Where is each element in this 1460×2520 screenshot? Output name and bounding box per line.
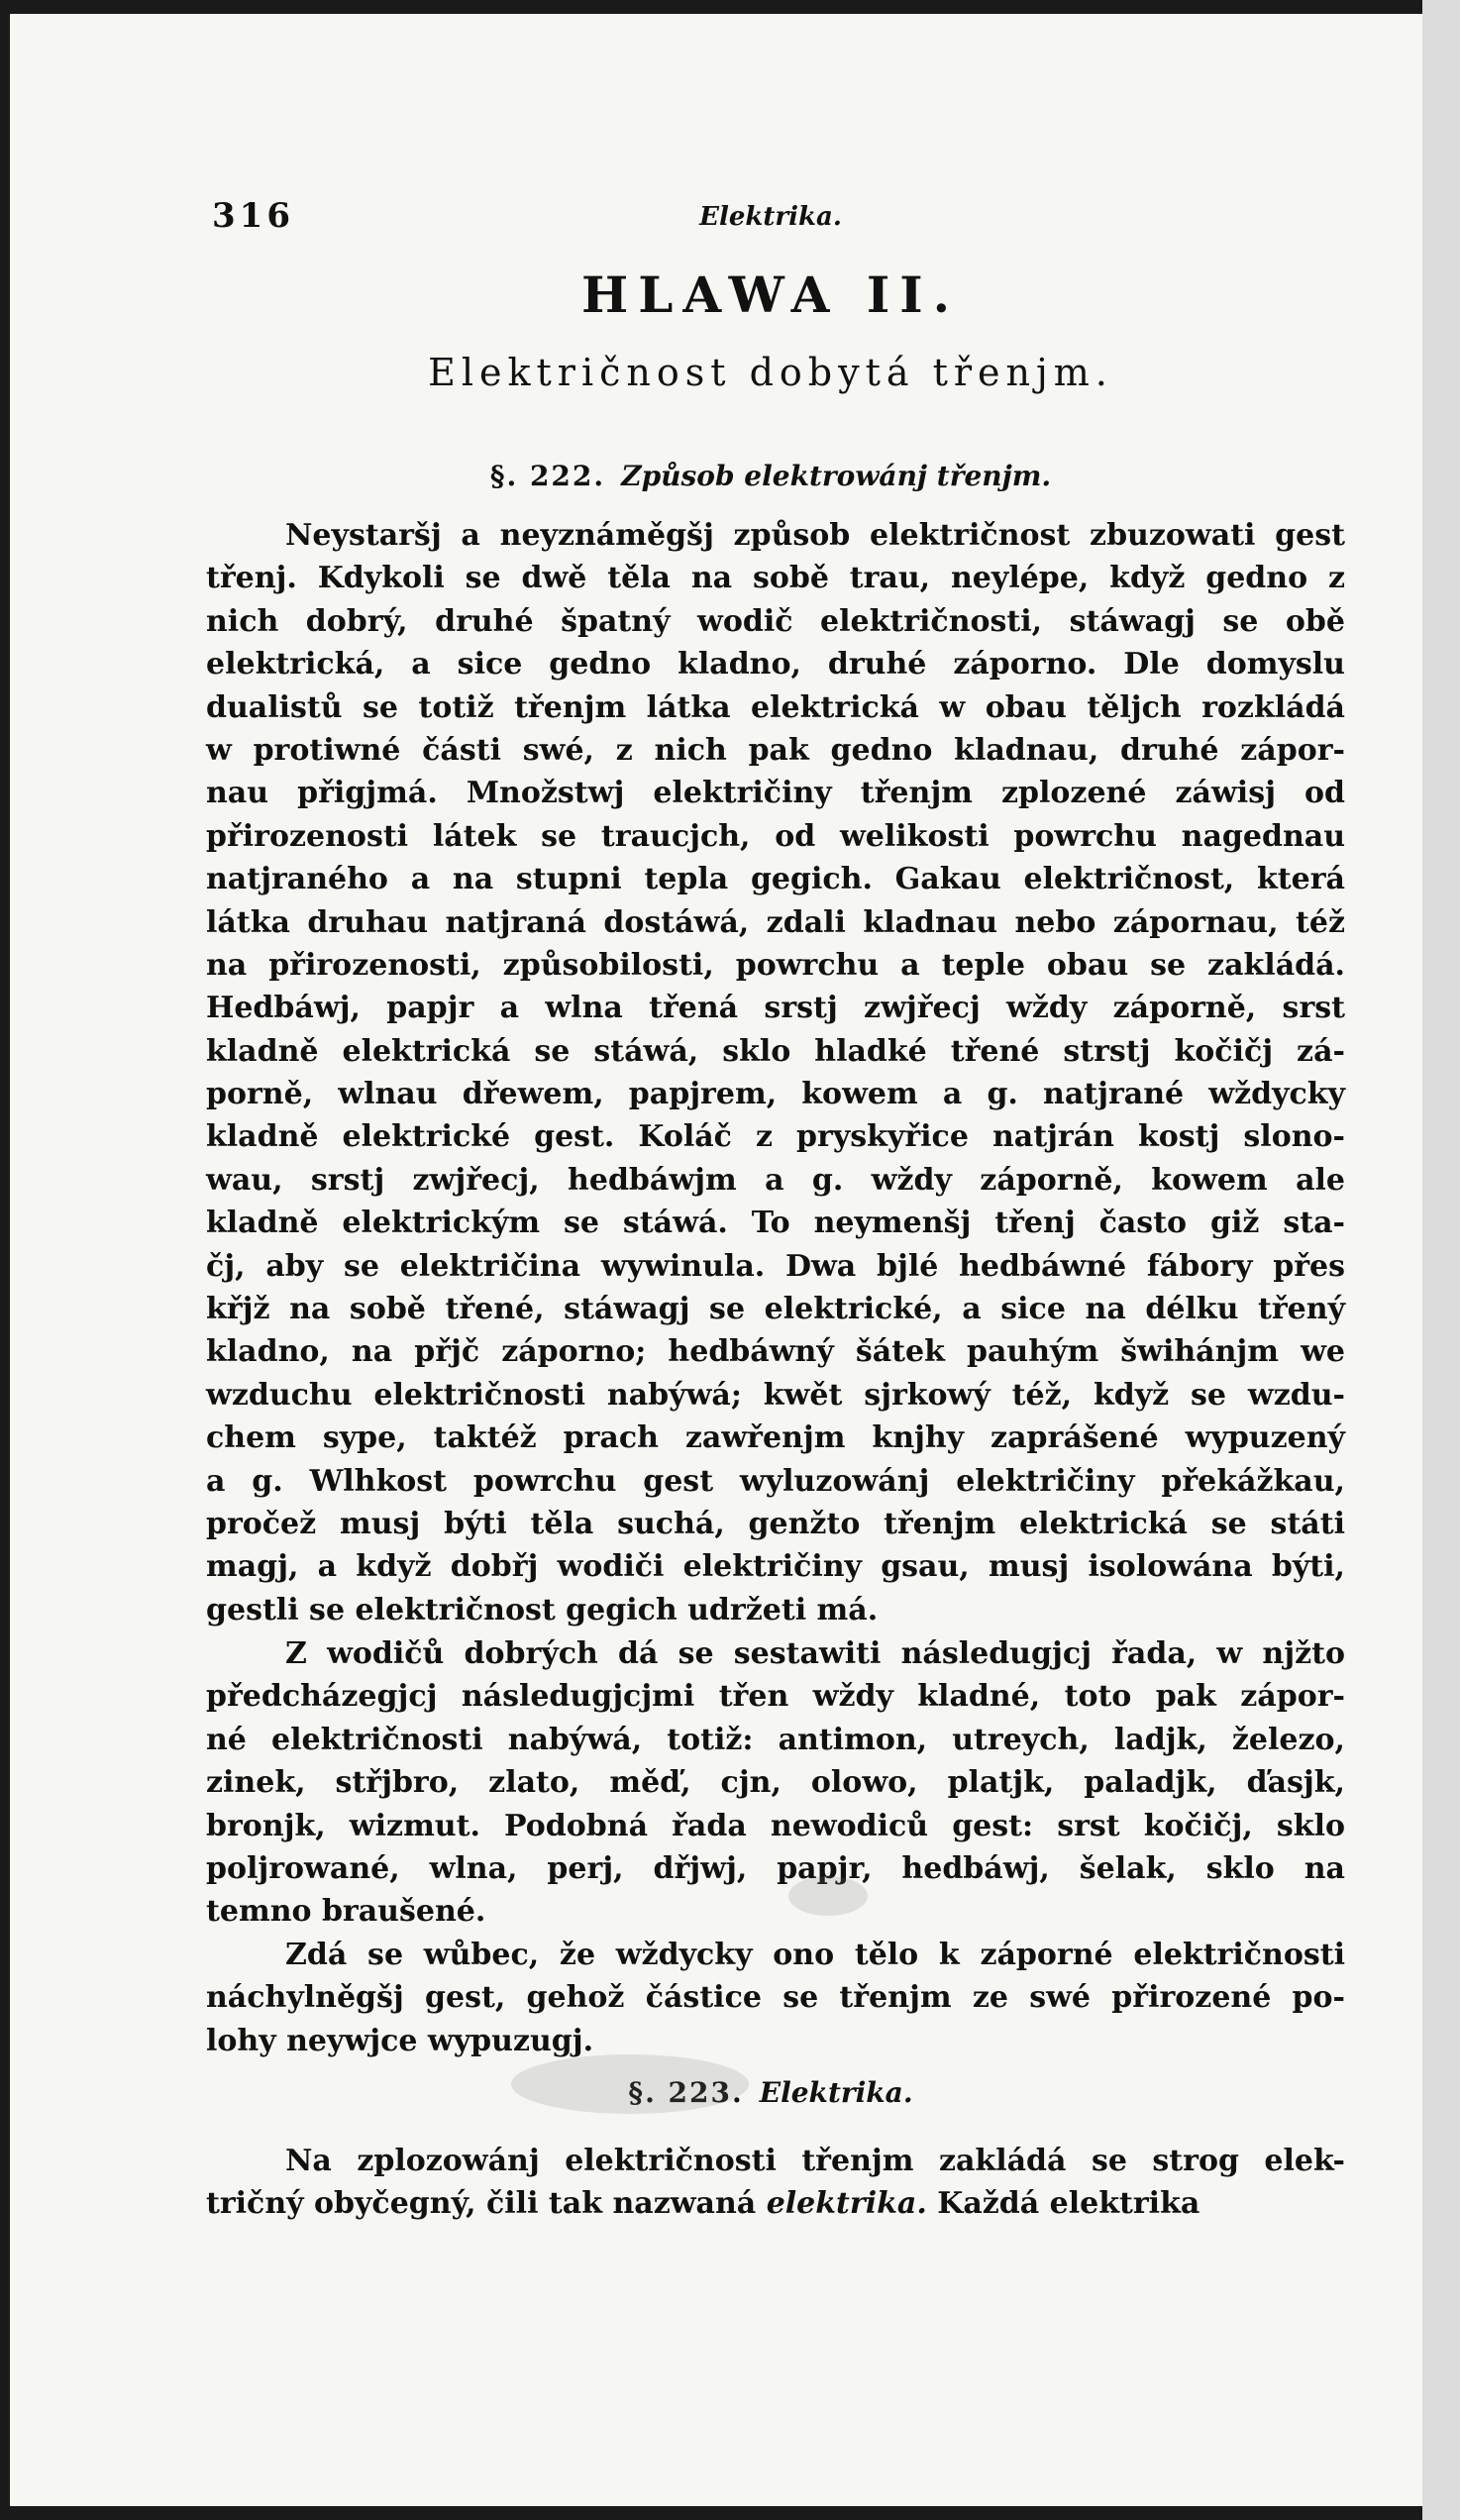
paragraph-3	[206, 1934, 1345, 2062]
text-line: předcházegjcj následugjcjmi třen wždy kladné, toto pak zápor-	[206, 1679, 1345, 1715]
text-line: Zdá se wůbec, že wždycky ono tělo k záporné električnosti	[285, 1938, 1345, 1972]
text-line: dualistů se totiž třenjm látka elektrická w obau těljch rozkládá	[206, 689, 1345, 725]
text-line: pročež musj býti těla suchá, genžto třenjm elektrická se státi	[206, 1506, 1345, 1541]
running-head	[194, 196, 1347, 236]
section-number: §. 223.	[628, 2076, 744, 2109]
text-line: Na zplozowánj električnosti třenjm zakládá se strog elek-	[285, 2144, 1345, 2178]
text-line: kladně elektrická se stáwá, sklo hladké třené strstj kočičj zá-	[206, 1033, 1345, 1069]
page-number: 316	[212, 196, 294, 236]
text-line: nau přigjmá. Množstwj električiny třenjm zplozené záwisj od	[206, 776, 1345, 811]
running-title: Elektrika.	[699, 202, 842, 232]
text-line: a g. Wlhkost powrchu gest wyluzowánj električiny překážkau,	[206, 1463, 1345, 1499]
text-line: křjž na sobě třené, stáwagj se elektrické, a sice na délku třený	[206, 1292, 1345, 1327]
text-line: chem sype, taktéž prach zawřenjm knjhy zaprášené wypuzený	[206, 1420, 1345, 1456]
text-line: bronjk, wizmut. Podobná řada newodiců gest: srst kočičj, sklo	[206, 1808, 1345, 1843]
paragraph-1	[206, 514, 1345, 1631]
text-line: kladno, na přjč záporno; hedbáwný šátek pauhým šwihánjm we	[206, 1334, 1345, 1370]
text-line: látka druhau natjraná dostáwá, zdali kladnau nebo zápornau, též	[206, 904, 1345, 940]
section-title: Elektrika.	[759, 2076, 913, 2109]
text-line: poljrowané, wlna, perj, dřjwj, papjr, hedbáwj, šelak, sklo na	[206, 1850, 1345, 1886]
text-line: temno braušené.	[206, 1894, 486, 1930]
section-title: Způsob elektrowánj třenjm.	[621, 460, 1052, 492]
text-line: natjraného a na stupni tepla gegich. Gakau električnost, která	[206, 862, 1345, 897]
text-line: elektrická, a sice gedno kladno, druhé záporno. Dle domyslu	[206, 647, 1345, 682]
book-page	[10, 14, 1422, 2506]
text-line: třenj. Kdykoli se dwě těla na sobě trau, neylépe, když gedno z	[206, 561, 1345, 596]
section-heading-222	[194, 460, 1347, 492]
paragraph-2	[206, 1632, 1345, 1934]
text-line	[206, 2182, 1345, 2225]
section-number: §. 222.	[489, 460, 606, 492]
section-heading-223	[194, 2076, 1347, 2109]
text-line: náchylněgšj gest, gehož částice se třenjm ze swé přirozené po-	[206, 1980, 1345, 2016]
text-line: gestli se električnost gegich udržeti má.	[206, 1592, 879, 1628]
chapter-heading: HLAWA II.	[580, 265, 961, 324]
text-run: Každá elektrika	[937, 2186, 1200, 2222]
text-line: porně, wlnau dřewem, papjrem, kowem a g. natjrané wždycky	[206, 1077, 1345, 1112]
print-smudge	[788, 1876, 868, 1916]
text-run: tričný obyčegný, čili tak nazwaná	[206, 2186, 757, 2222]
text-line: wzduchu električnosti nabýwá; kwět sjrkowý též, když se wzdu-	[206, 1377, 1345, 1413]
text-line: magj, a když dobřj wodiči električiny gsau, musj isolowána býti,	[206, 1549, 1345, 1585]
text-line: kladně elektrické gest. Koláč z pryskyřice natjrán kostj slono-	[206, 1119, 1345, 1155]
text-line: né električnosti nabýwá, totiž: antimon, utreych, ladjk, železo,	[206, 1722, 1345, 1757]
text-line: Z wodičů dobrých dá se sestawiti následugjcj řada, w njžto	[285, 1636, 1345, 1671]
print-smudge	[511, 2054, 749, 2114]
text-line: nich dobrý, druhé špatný wodič električnosti, stáwagj se obě	[206, 603, 1345, 639]
paragraph-223	[206, 2140, 1345, 2226]
text-line: na přirozenosti, způsobilosti, powrchu a teple obau se zakládá.	[206, 947, 1345, 983]
text-line: čj, aby se električina wywinula. Dwa bjlé hedbáwné fábory přes	[206, 1248, 1345, 1284]
text-line: kladně elektrickým se stáwá. To neymenšj třenj často giž sta-	[206, 1206, 1345, 1241]
scan-border	[1422, 0, 1460, 2520]
italic-term: elektrika.	[766, 2186, 927, 2222]
chapter-subtitle: Električnost dobytá třenjm.	[428, 351, 1113, 394]
text-line: Hedbáwj, papjr a wlna třená srstj zwjřecj wždy záporně, srst	[206, 991, 1345, 1026]
text-line: w protiwné části swé, z nich pak gedno kladnau, druhé zápor-	[206, 732, 1345, 768]
text-line: wau, srstj zwjřecj, hedbáwjm a g. wždy záporně, kowem ale	[206, 1162, 1345, 1198]
text-line: Neystaršj a neyznáměgšj způsob električnost zbuzowati gest	[285, 518, 1345, 553]
text-line: lohy neywjce wypuzugj.	[206, 2023, 594, 2058]
text-line: zinek, střjbro, zlato, měď, cjn, olowo, platjk, paladjk, ďasjk,	[206, 1765, 1345, 1801]
text-line: přirozenosti látek se traucjch, od welikosti powrchu nagednau	[206, 818, 1345, 854]
